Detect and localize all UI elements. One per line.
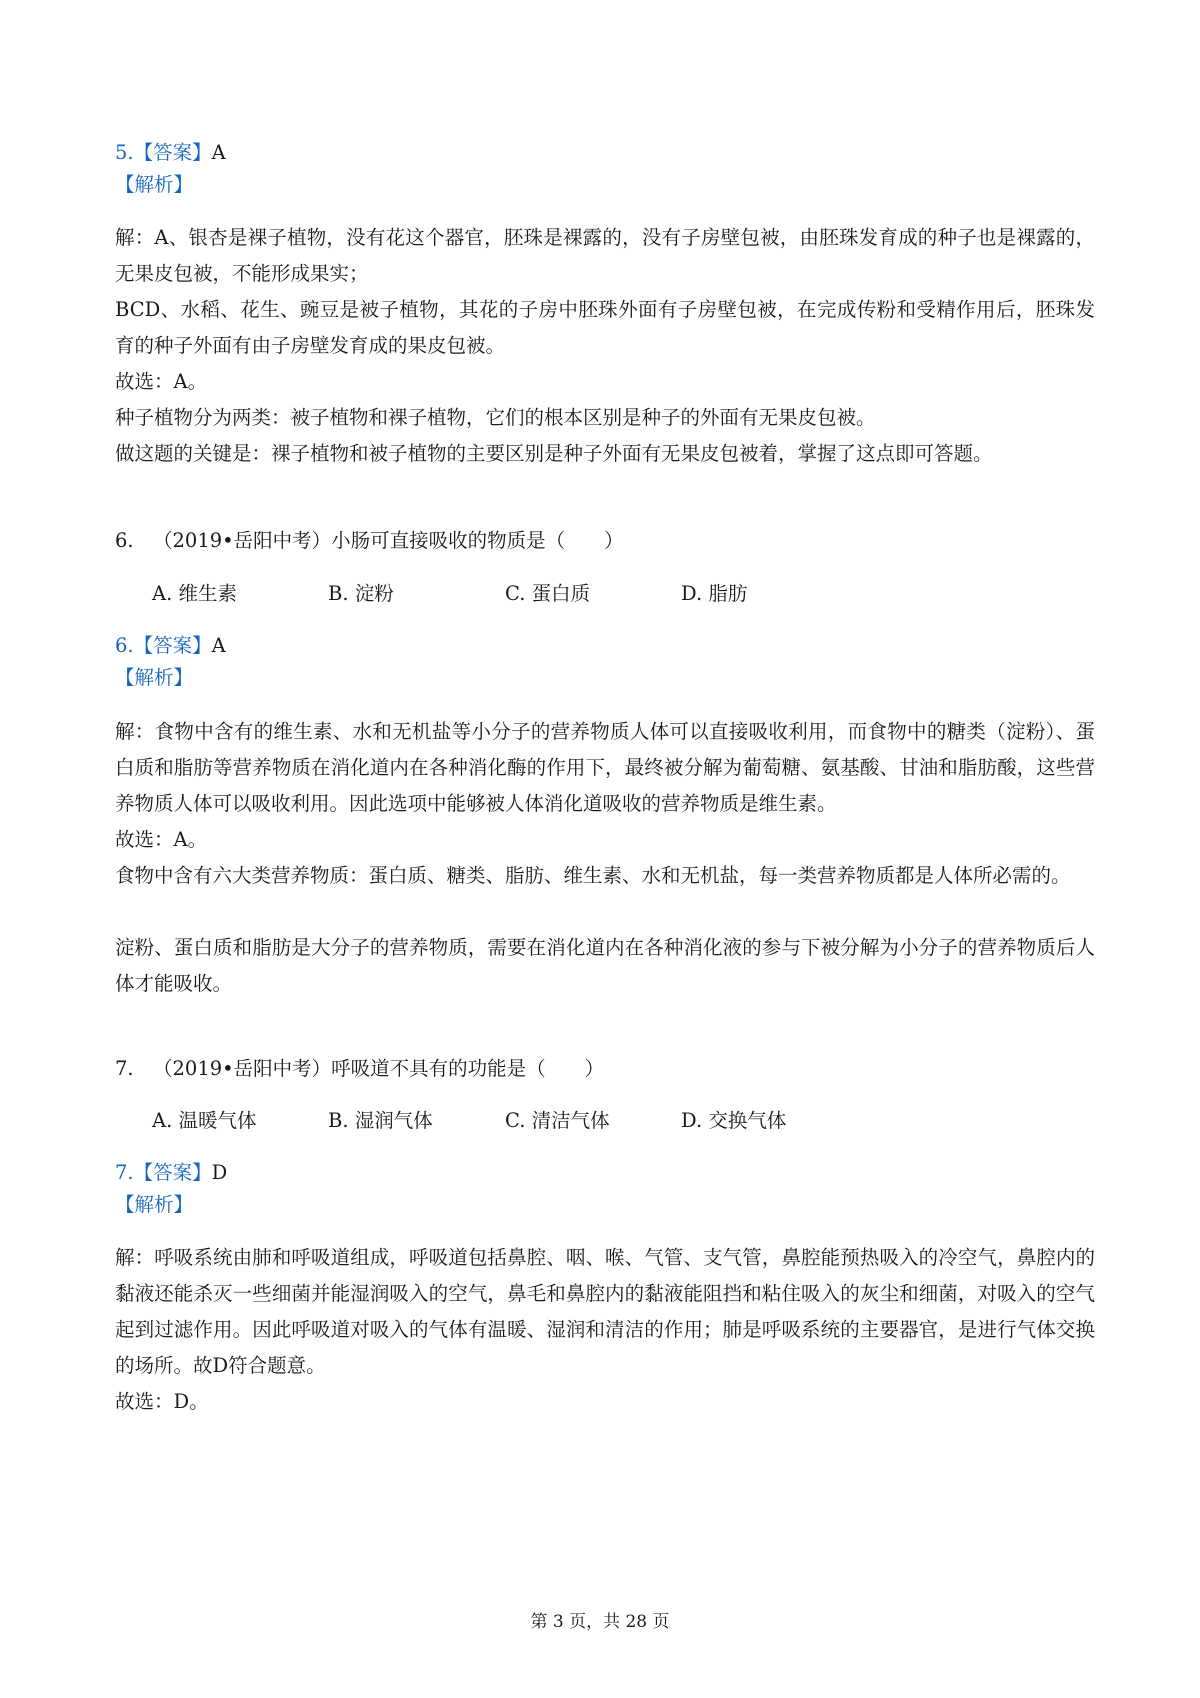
analysis-paragraph: 解：A、银杏是裸子植物，没有花这个器官，胚珠是裸露的，没有子房壁包被，由胚珠发育成的种子也是裸露的，无果皮包被，不能形成果实；: [115, 226, 1095, 285]
analysis-label: 【解析】: [115, 173, 194, 196]
analysis-paragraph: 淀粉、蛋白质和脂肪是大分子的营养物质，需要在消化道内在各种消化液的参与下被分解为小分子的营养物质后人体才能吸收。: [115, 936, 1095, 995]
question-text: （2019•岳阳中考）小肠可直接吸收的物质是（ ）: [153, 529, 624, 552]
option-b: B. 淀粉: [328, 582, 394, 605]
answer-heading: [115, 1157, 1095, 1189]
question-number: 6.: [115, 529, 134, 552]
question-number: 7.: [115, 1057, 134, 1080]
option-b: B. 湿润气体: [328, 1109, 433, 1132]
analysis-label: 【解析】: [115, 666, 194, 689]
option-c: C. 清洁气体: [505, 1109, 610, 1132]
option-d: D. 脂肪: [681, 582, 748, 605]
analysis-paragraph: 解：呼吸系统由肺和呼吸道组成，呼吸道包括鼻腔、咽、喉、气管、支气管，鼻腔能预热吸入的冷空气，鼻腔内的黏液还能杀灭一些细菌并能湿润吸入的空气，鼻毛和鼻腔内的黏液能阻挡和粘住吸入的灰尘和细菌，对吸入的空气起到过滤作用。因此呼吸道对吸入的气体有温暖、湿润和清洁的作用；肺是呼吸系统的主要器官，是进行气体交换的场所。故D符合题意。: [115, 1246, 1095, 1377]
analysis-paragraph: 做这题的关键是：裸子植物和被子植物的主要区别是种子外面有无果皮包被着，掌握了这点即可答题。: [115, 442, 993, 465]
option-a: A. 维生素: [152, 582, 237, 605]
question-text: （2019•岳阳中考）呼吸道不具有的功能是（ ）: [153, 1057, 605, 1080]
question-7: [115, 1052, 1095, 1086]
question-6: [115, 524, 1095, 558]
option-a: A. 温暖气体: [152, 1109, 257, 1132]
analysis-label: 【解析】: [115, 1193, 194, 1216]
answer-value: A: [211, 634, 226, 657]
analysis-paragraph: 种子植物分为两类：被子植物和裸子植物，它们的根本区别是种子的外面有无果皮包被。: [115, 406, 876, 429]
answer-prefix: 7.【答案】: [115, 1161, 212, 1184]
analysis-paragraph: 故选：A。: [115, 370, 208, 393]
analysis-paragraph: 故选：D。: [115, 1390, 209, 1413]
page-footer: 第 3 页，共 28 页: [530, 1612, 670, 1632]
answer-prefix: 6.【答案】: [115, 634, 212, 657]
option-d: D. 交换气体: [681, 1109, 787, 1132]
answer-prefix: 5.【答案】: [115, 141, 212, 164]
answer-value: D: [211, 1161, 228, 1184]
answer-heading: [115, 630, 1095, 662]
analysis-paragraph: 故选：A。: [115, 828, 208, 851]
analysis-paragraph: BCD、水稻、花生、豌豆是被子植物，其花的子房中胚珠外面有子房壁包被，在完成传粉和受精作用后，胚珠发育的种子外面有由子房壁发育成的果皮包被。: [115, 298, 1095, 357]
analysis-paragraph: 食物中含有六大类营养物质：蛋白质、糖类、脂肪、维生素、水和无机盐，每一类营养物质都是人体所必需的。: [115, 864, 1071, 887]
option-c: C. 蛋白质: [505, 582, 591, 605]
answer-value: A: [211, 141, 226, 164]
analysis-paragraph: 解：食物中含有的维生素、水和无机盐等小分子的营养物质人体可以直接吸收利用，而食物中的糖类（淀粉）、蛋白质和脂肪等营养物质在消化道内在各种消化酶的作用下，最终被分解为葡萄糖、氨基酸、甘油和脂肪酸，这些营养物质人体可以吸收利用。因此选项中能够被人体消化道吸收的营养物质是维生素。: [115, 720, 1095, 815]
answer-heading: [115, 137, 1095, 169]
